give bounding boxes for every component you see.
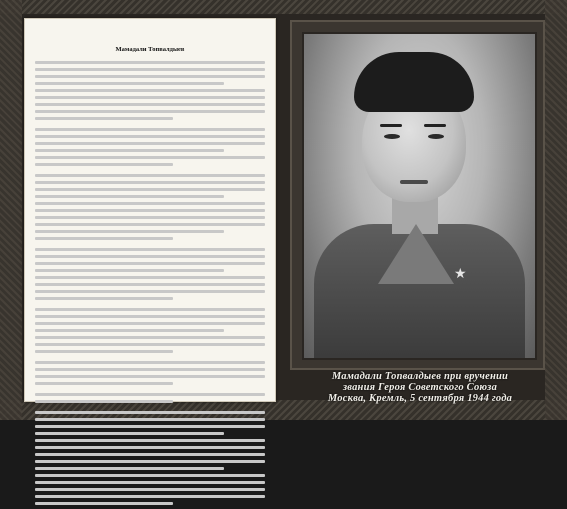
document-text-line [35, 174, 265, 177]
document-text-line [35, 110, 265, 113]
document-text-line [35, 216, 265, 219]
document-text-line [35, 156, 265, 159]
portrait-photo [302, 32, 537, 360]
document-text-line [35, 446, 265, 449]
document-text-line [35, 393, 265, 396]
document-text-line [35, 382, 173, 385]
document-text-line [35, 290, 265, 293]
document-paragraph [35, 174, 265, 244]
photo-eye-left [384, 134, 400, 139]
document-text-line [35, 368, 265, 371]
document-text-line [35, 481, 265, 484]
document-text-line [35, 297, 173, 300]
document-text-line [35, 315, 265, 318]
photo-brow-right [424, 124, 446, 127]
document-text-line [35, 467, 224, 470]
document-text-line [35, 495, 265, 498]
document-text-line [35, 322, 265, 325]
document-text-line [35, 82, 224, 85]
decorative-top-strip [0, 0, 567, 14]
medal-star-icon: ★ [454, 267, 467, 282]
document-text-line [35, 460, 265, 463]
document-text-line [35, 195, 224, 198]
document-text-line [35, 135, 265, 138]
decorative-left-border [0, 0, 22, 420]
document-text-line [35, 89, 265, 92]
document-title: Мамадали Топвалдыев [115, 46, 185, 53]
caption-line: Мамадали Топвалдыев при вручении [331, 371, 509, 382]
document-text-line [35, 502, 173, 505]
document-text-line [35, 269, 224, 272]
document-text-line [35, 248, 265, 251]
document-text-line [35, 237, 173, 240]
document-paragraph [35, 128, 265, 170]
portrait-frame [290, 20, 545, 370]
photo-brow-left [380, 124, 402, 127]
document-text-line [35, 188, 265, 191]
photo-collar-right [416, 224, 454, 284]
document-text-line [35, 230, 224, 233]
document-text-line [35, 400, 173, 403]
document-text-line [35, 128, 265, 131]
document-text-line [35, 149, 224, 152]
biography-document [24, 18, 276, 402]
caption-line: звания Героя Советского Союза [342, 382, 498, 393]
document-text-line [35, 202, 265, 205]
document-text-line [35, 432, 224, 435]
document-text-line [35, 96, 265, 99]
document-text-line [35, 75, 265, 78]
document-text-line [35, 439, 265, 442]
document-paragraph [35, 61, 265, 124]
document-paragraph [35, 308, 265, 357]
document-text-line [35, 283, 265, 286]
document-text-line [35, 163, 173, 166]
document-text-line [35, 336, 265, 339]
document-text-line [35, 375, 265, 378]
photo-eye-right [428, 134, 444, 139]
document-text-line [35, 61, 265, 64]
document-text-line [35, 103, 265, 106]
document-paragraph [35, 393, 265, 407]
document-text-line [35, 142, 265, 145]
document-text-line [35, 209, 265, 212]
photo-hair [354, 52, 474, 112]
document-paragraph [35, 411, 265, 509]
document-paragraph [35, 361, 265, 389]
document-text-line [35, 488, 265, 491]
document-text-line [35, 425, 265, 428]
document-text-line [35, 262, 265, 265]
document-text-line [35, 181, 265, 184]
document-text-line [35, 411, 265, 414]
document-text-line [35, 223, 265, 226]
document-paragraph [35, 248, 265, 304]
document-text-line [35, 255, 265, 258]
document-text-line [35, 117, 173, 120]
document-text-line [35, 343, 265, 346]
document-text-line [35, 308, 265, 311]
document-text-line [35, 276, 265, 279]
document-text-line [35, 350, 173, 353]
document-text-line [35, 453, 265, 456]
photo-collar-left [378, 224, 416, 284]
photo-mouth [400, 180, 428, 184]
document-text-line [35, 329, 224, 332]
photo-caption [292, 371, 548, 404]
document-text-line [35, 474, 265, 477]
document-text-line [35, 361, 265, 364]
document-text-line [35, 68, 265, 71]
caption-line: Москва, Кремль, 5 сентября 1944 года [327, 393, 513, 404]
decorative-right-border [545, 0, 567, 420]
